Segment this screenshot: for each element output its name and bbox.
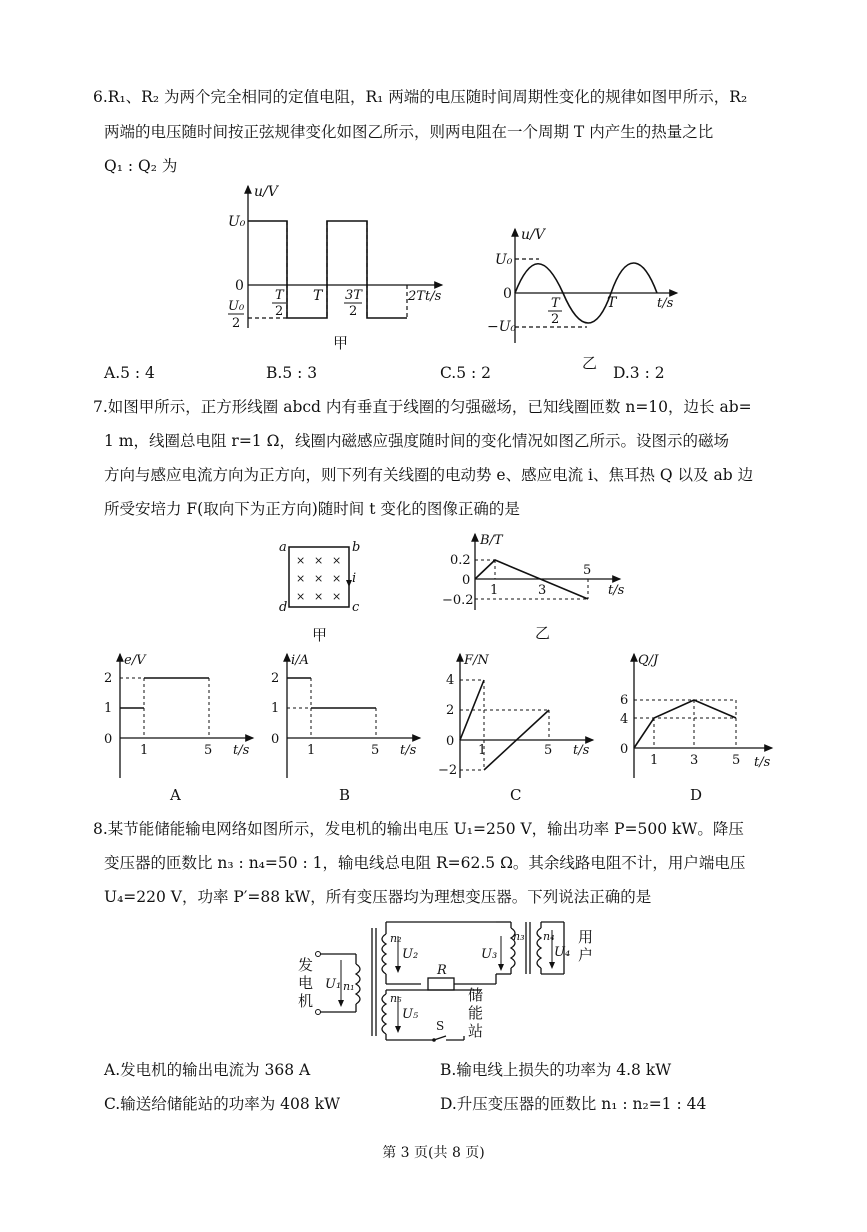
coil-cross: × — [314, 590, 324, 603]
q6-figure-jia — [220, 180, 450, 355]
coil-i: i — [352, 571, 357, 586]
q8-circuit-diagram — [296, 912, 626, 1047]
gd-t3: 3 — [690, 753, 699, 768]
gb-xlabel: t/s — [400, 743, 417, 758]
q7-graph-d — [612, 650, 792, 805]
bgraph-n02: −0.2 — [442, 593, 474, 608]
gb-zero: 0 — [271, 732, 280, 747]
yi-u0: U₀ — [495, 252, 513, 268]
gc-ylabel: F/N — [464, 653, 489, 668]
gd-xlabel: t/s — [754, 755, 771, 770]
yi-xlabel: t/s — [657, 296, 674, 311]
coil-b: b — [352, 540, 361, 555]
gc-yn2: −2 — [438, 763, 458, 778]
q6-option-a[interactable]: A.5 : 4 — [104, 364, 155, 382]
q7-line3: 方向与感应电流方向为正方向，则下列有关线圈的电动势 e、感应电流 i、焦耳热 Q 以及 ab 边 — [104, 466, 754, 484]
gd-ylabel: Q/J — [638, 653, 659, 668]
q6-option-b[interactable]: B.5 : 3 — [266, 364, 318, 382]
coil-d: d — [279, 600, 288, 615]
yi-ylabel: u/V — [521, 227, 545, 243]
yi-t-T: T — [607, 295, 617, 311]
q8-option-d[interactable]: D.升压变压器的匝数比 n₁ : n₂=1 : 44 — [440, 1095, 707, 1113]
jia-t-3half-num: 3T — [345, 288, 362, 303]
coil-c: c — [352, 600, 360, 615]
q7-graph-a — [98, 650, 273, 805]
q6-line1: 6.R₁、R₂ 为两个完全相同的定值电阻，R₁ 两端的电压随时间周期性变化的规律如图甲所示，R₂ — [93, 88, 748, 106]
ga-xlabel: t/s — [233, 743, 250, 758]
circuit-n3: n₃ — [513, 930, 525, 943]
q7-line4: 所受安培力 F(取向下为正方向)随时间 t 变化的图像正确的是 — [104, 500, 520, 518]
yi-t-half-den: 2 — [551, 312, 560, 327]
q7-coil-figure — [276, 538, 366, 648]
q8-line2: 变压器的匝数比 n₃ : n₄=50 : 1，输电线总电阻 R=62.5 Ω。其余线路电阻不计，用户端电压 — [104, 854, 746, 872]
jia-caption: 甲 — [333, 334, 349, 352]
bgraph-t1: 1 — [490, 583, 499, 598]
q8-option-a[interactable]: A.发电机的输出电流为 368 A — [104, 1061, 311, 1079]
q7-line1: 7.如图甲所示，正方形线圈 abcd 内有垂直于线圈的匀强磁场，已知线圈匝数 n=10，边长 ab= — [93, 398, 752, 416]
coil-cross: × — [296, 554, 306, 567]
gc-t5: 5 — [544, 743, 553, 758]
coil-cross: × — [314, 554, 324, 567]
gc-y2: 2 — [446, 703, 455, 718]
circuit-u4: U₄ — [554, 945, 571, 960]
bgraph-caption: 乙 — [535, 624, 551, 642]
bgraph-p02: 0.2 — [450, 553, 471, 568]
bgraph-zero: 0 — [462, 573, 471, 588]
gd-y6: 6 — [620, 693, 629, 708]
coil-cross: × — [332, 590, 342, 603]
q6-option-d[interactable]: D.3 : 2 — [613, 364, 665, 382]
jia-zero: 0 — [235, 278, 244, 294]
yi-neg-u0: −U₀ — [487, 319, 517, 335]
circuit-u5: U₅ — [402, 1007, 419, 1022]
q7-line2: 1 m，线圈总电阻 r=1 Ω，线圈内磁感应强度随时间的变化情况如图乙所示。设图示的磁场 — [104, 432, 729, 450]
gb-y2: 2 — [271, 671, 280, 686]
gd-caption: D — [690, 786, 703, 804]
q6-option-c[interactable]: C.5 : 2 — [440, 364, 492, 382]
bgraph-t3: 3 — [538, 583, 547, 598]
coil-caption: 甲 — [312, 626, 328, 644]
q8-line1: 8.某节能储能输电网络如图所示，发电机的输出电压 U₁=250 V，输出功率 P=500 kW。降压 — [93, 820, 744, 838]
circuit-s: S — [436, 1019, 445, 1033]
gc-xlabel: t/s — [573, 743, 590, 758]
circuit-n2: n₂ — [390, 932, 402, 945]
q7-graph-c — [438, 650, 613, 805]
q8-line3: U₄=220 V，功率 P′=88 kW，所有变压器均为理想变压器。下列说法正确的是 — [104, 888, 652, 906]
bgraph-ylabel: B/T — [480, 533, 503, 548]
gb-t5: 5 — [371, 743, 380, 758]
yi-t-half-num: T — [551, 296, 560, 311]
q7-b-graph — [440, 530, 640, 645]
gd-t5: 5 — [732, 753, 741, 768]
coil-cross: × — [296, 590, 306, 603]
jia-half-num: U₀ — [228, 299, 245, 314]
gb-y1: 1 — [271, 701, 280, 716]
gb-caption: B — [339, 786, 351, 804]
page-footer: 第 3 页(共 8 页) — [382, 1145, 485, 1161]
yi-caption: 乙 — [582, 354, 598, 372]
bgraph-xlabel: t/s — [608, 583, 625, 598]
jia-ylabel: u/V — [254, 184, 278, 200]
yi-zero: 0 — [503, 286, 512, 302]
ga-zero: 0 — [104, 732, 113, 747]
circuit-n5: n₅ — [390, 992, 402, 1005]
gd-t1: 1 — [650, 753, 659, 768]
q6-line3: Q₁ : Q₂ 为 — [104, 157, 178, 175]
coil-cross: × — [332, 572, 342, 585]
circuit-u1: U₁ — [325, 977, 342, 992]
gc-y4: 4 — [446, 673, 455, 688]
jia-t-2T: 2T — [408, 289, 425, 304]
circuit-u2: U₂ — [402, 947, 419, 962]
coil-cross: × — [332, 554, 342, 567]
coil-a: a — [279, 540, 287, 555]
gb-ylabel: i/A — [291, 653, 309, 668]
gd-y4: 4 — [620, 712, 629, 727]
ga-t1: 1 — [140, 743, 149, 758]
coil-cross: × — [296, 572, 306, 585]
circuit-u3: U₃ — [481, 947, 498, 962]
jia-half-den: 2 — [232, 316, 241, 331]
gd-zero: 0 — [620, 742, 629, 757]
circuit-user: 用户 — [578, 928, 594, 964]
circuit-n4: n₄ — [543, 930, 555, 943]
gc-zero: 0 — [446, 734, 455, 749]
ga-y1: 1 — [104, 701, 113, 716]
q6-figure-yi — [485, 225, 685, 375]
circuit-station: 储能站 — [468, 986, 484, 1040]
gb-t1: 1 — [307, 743, 316, 758]
q8-option-b[interactable]: B.输电线上损失的功率为 4.8 kW — [440, 1061, 672, 1079]
jia-t-T: T — [313, 288, 323, 304]
q6-line2: 两端的电压随时间按正弦规律变化如图乙所示，则两电阻在一个周期 T 内产生的热量之比 — [104, 123, 714, 141]
gc-caption: C — [510, 786, 522, 804]
circuit-n1: n₁ — [343, 980, 355, 993]
q8-option-c[interactable]: C.输送给储能站的功率为 408 kW — [104, 1095, 340, 1113]
bgraph-t5: 5 — [583, 563, 592, 578]
circuit-generator: 发电机 — [298, 956, 314, 1010]
ga-ylabel: e/V — [124, 653, 146, 668]
q7-graph-b — [265, 650, 440, 805]
coil-cross: × — [314, 572, 324, 585]
jia-t-half-den: 2 — [275, 304, 284, 319]
jia-t-half-num: T — [275, 288, 284, 303]
gc-t1: 1 — [478, 743, 487, 758]
gd-line — [634, 700, 736, 748]
circuit-r: R — [437, 963, 447, 978]
ga-caption: A — [170, 786, 181, 804]
jia-u0: U₀ — [228, 214, 246, 230]
jia-t-3half-den: 2 — [349, 304, 358, 319]
jia-xlabel: t/s — [425, 289, 442, 304]
ga-y2: 2 — [104, 671, 113, 686]
ga-t5: 5 — [204, 743, 213, 758]
